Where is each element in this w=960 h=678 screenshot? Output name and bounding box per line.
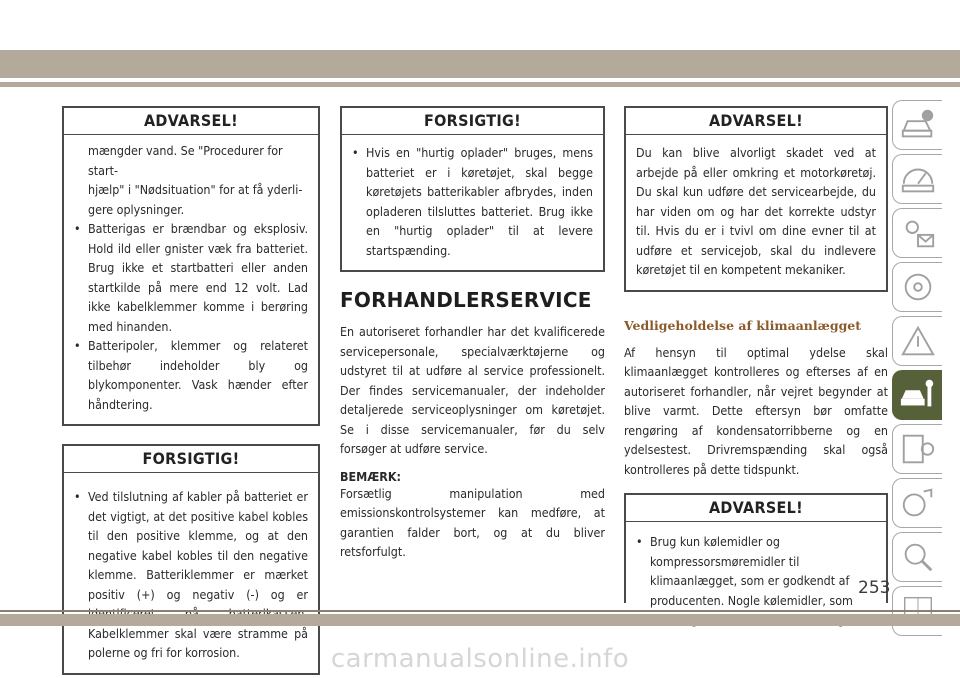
tab-service[interactable] — [892, 370, 942, 420]
warning-continuation-2: hjælp" i "Nødsituation" for at få yderli- — [88, 182, 303, 197]
warning-continuation-1: mængder vand. Se "Procedurer for start- — [88, 143, 283, 178]
caution-box-title: FORSIGTIG! — [64, 446, 318, 473]
car-wrench-icon — [899, 376, 937, 414]
section-heading: FORHANDLERSERVICE — [340, 288, 592, 312]
tab-safety[interactable] — [892, 262, 942, 312]
warning-3-text: Du kan blive alvorligt skadet ved at arbejde på eller omkring et motorkøretøj. Du skal kun udføre det servicearbejde, du har viden om og har det korrekte udstyr til. Hvis du er i tvivl om dine evner til at udføre et servicejob, skal du indlevere køretøjet til en kompetent mekaniker. — [636, 145, 876, 277]
dashboard-icon — [899, 160, 937, 198]
warning-4-bullet-1: • Brug kun kølemidler og kompressorsmøremidler til klimaanlægget, som er godkendt af producenten. Nogle kølemidler, som — [636, 532, 876, 630]
page-number: 253 — [858, 578, 891, 598]
steering-icon — [899, 268, 937, 306]
specs-icon — [899, 430, 937, 468]
chapter-tabs — [892, 100, 944, 640]
warning-bullet-1: • Batterigas er brændbar og eksplosiv. Hold ild eller gnister væk fra batteriet. Brug ikke et startbatteri eller anden startkilde på mere end 12 volt. Lad ikke kabelklemmer komme i berøring med hinanden. — [74, 219, 308, 336]
tab-vehicle-info[interactable] — [892, 100, 942, 150]
tab-search[interactable] — [892, 532, 942, 582]
warning-box-3 — [624, 106, 888, 292]
tab-multimedia[interactable] — [892, 478, 942, 528]
climate-subheading: Vedligeholdelse af klimaanlægget — [624, 317, 862, 333]
caution-box-2 — [340, 106, 605, 272]
header-rule — [0, 82, 960, 87]
warning-box-4 — [624, 493, 891, 608]
warning-box-title: ADVARSEL! — [64, 108, 318, 135]
warning-continuation-3: gere oplysninger. — [88, 201, 185, 217]
warning-bullet-2: • Batteripoler, klemmer og relateret tilbehør indeholder bly og blykomponenter. Vask hænder efter håndtering. — [74, 336, 308, 414]
tab-dashboard[interactable] — [892, 154, 942, 204]
caution-box-2-title: FORSIGTIG! — [342, 108, 603, 135]
footer-rule — [0, 610, 960, 612]
footer-band — [0, 614, 960, 626]
warning-box-3-title: ADVARSEL! — [626, 108, 886, 135]
caution-box — [62, 444, 320, 675]
tab-emergency[interactable] — [892, 316, 942, 366]
car-info-icon — [899, 106, 937, 144]
note-label: BEMÆRK: — [340, 468, 401, 484]
column-1 — [62, 106, 320, 675]
column-3 — [624, 106, 891, 608]
warning-box — [62, 106, 320, 426]
watermark: carmanualsonline.info — [330, 644, 630, 674]
note-text: Forsætlig manipulation med emissionskontrolsystemer kan medføre, at garantien falder bort, og at du bliver retsforfulgt. — [340, 485, 605, 559]
search-icon — [899, 538, 937, 576]
tab-warning-lights[interactable] — [892, 208, 942, 258]
caution-2-bullet-1: • Hvis en "hurtig oplader" bruges, mens batteriet er i køretøjet, skal begge køretøjets batterikabler afbrydes, inden opladeren tilsluttes batteriet. Brug ikke en "hurtig oplader" til at levere startspænding. — [352, 143, 593, 260]
warning-box-4-title: ADVARSEL! — [626, 495, 886, 522]
caution-bullet-1: • Ved tilslutning af kabler på batteriet er det vigtigt, at det positive kabel kobles til den positive klemme, og at den negative kabel kobles til den negative klemme. Batteriklemmer er mærket positiv (+) og negativ (-) og er Kabelklemmer skal være stramme på polerne og fri for korrosion. — [74, 487, 308, 663]
service-paragraph: En autoriseret forhandler har det kvalificerede servicepersonale, specialværktøjerne og udstyret til at udføre al service professionelt. Der findes servicemanualer, der indeholder detaljerede serviceoplysninger om køretøjet. Se i disse servicemanualer, før du selv forsøger at udføre service. — [340, 324, 605, 456]
column-2 — [340, 106, 605, 562]
warning-lights-icon — [899, 214, 937, 252]
climate-paragraph: Af hensyn til optimal ydelse skal klimaanlægget kontrolleres og efterses af en autoriseret forhandler, når vejret begynder at blive varmt. Dette eftersyn bør omfatte rengøring af kondensatorribberne og en ydelsestest. Drivremspænding skal også kontrolleres på dette tidspunkt. — [624, 344, 888, 477]
header-band — [0, 50, 960, 78]
tab-specifications[interactable] — [892, 424, 942, 474]
hazard-icon — [899, 322, 937, 360]
media-icon — [899, 484, 937, 522]
